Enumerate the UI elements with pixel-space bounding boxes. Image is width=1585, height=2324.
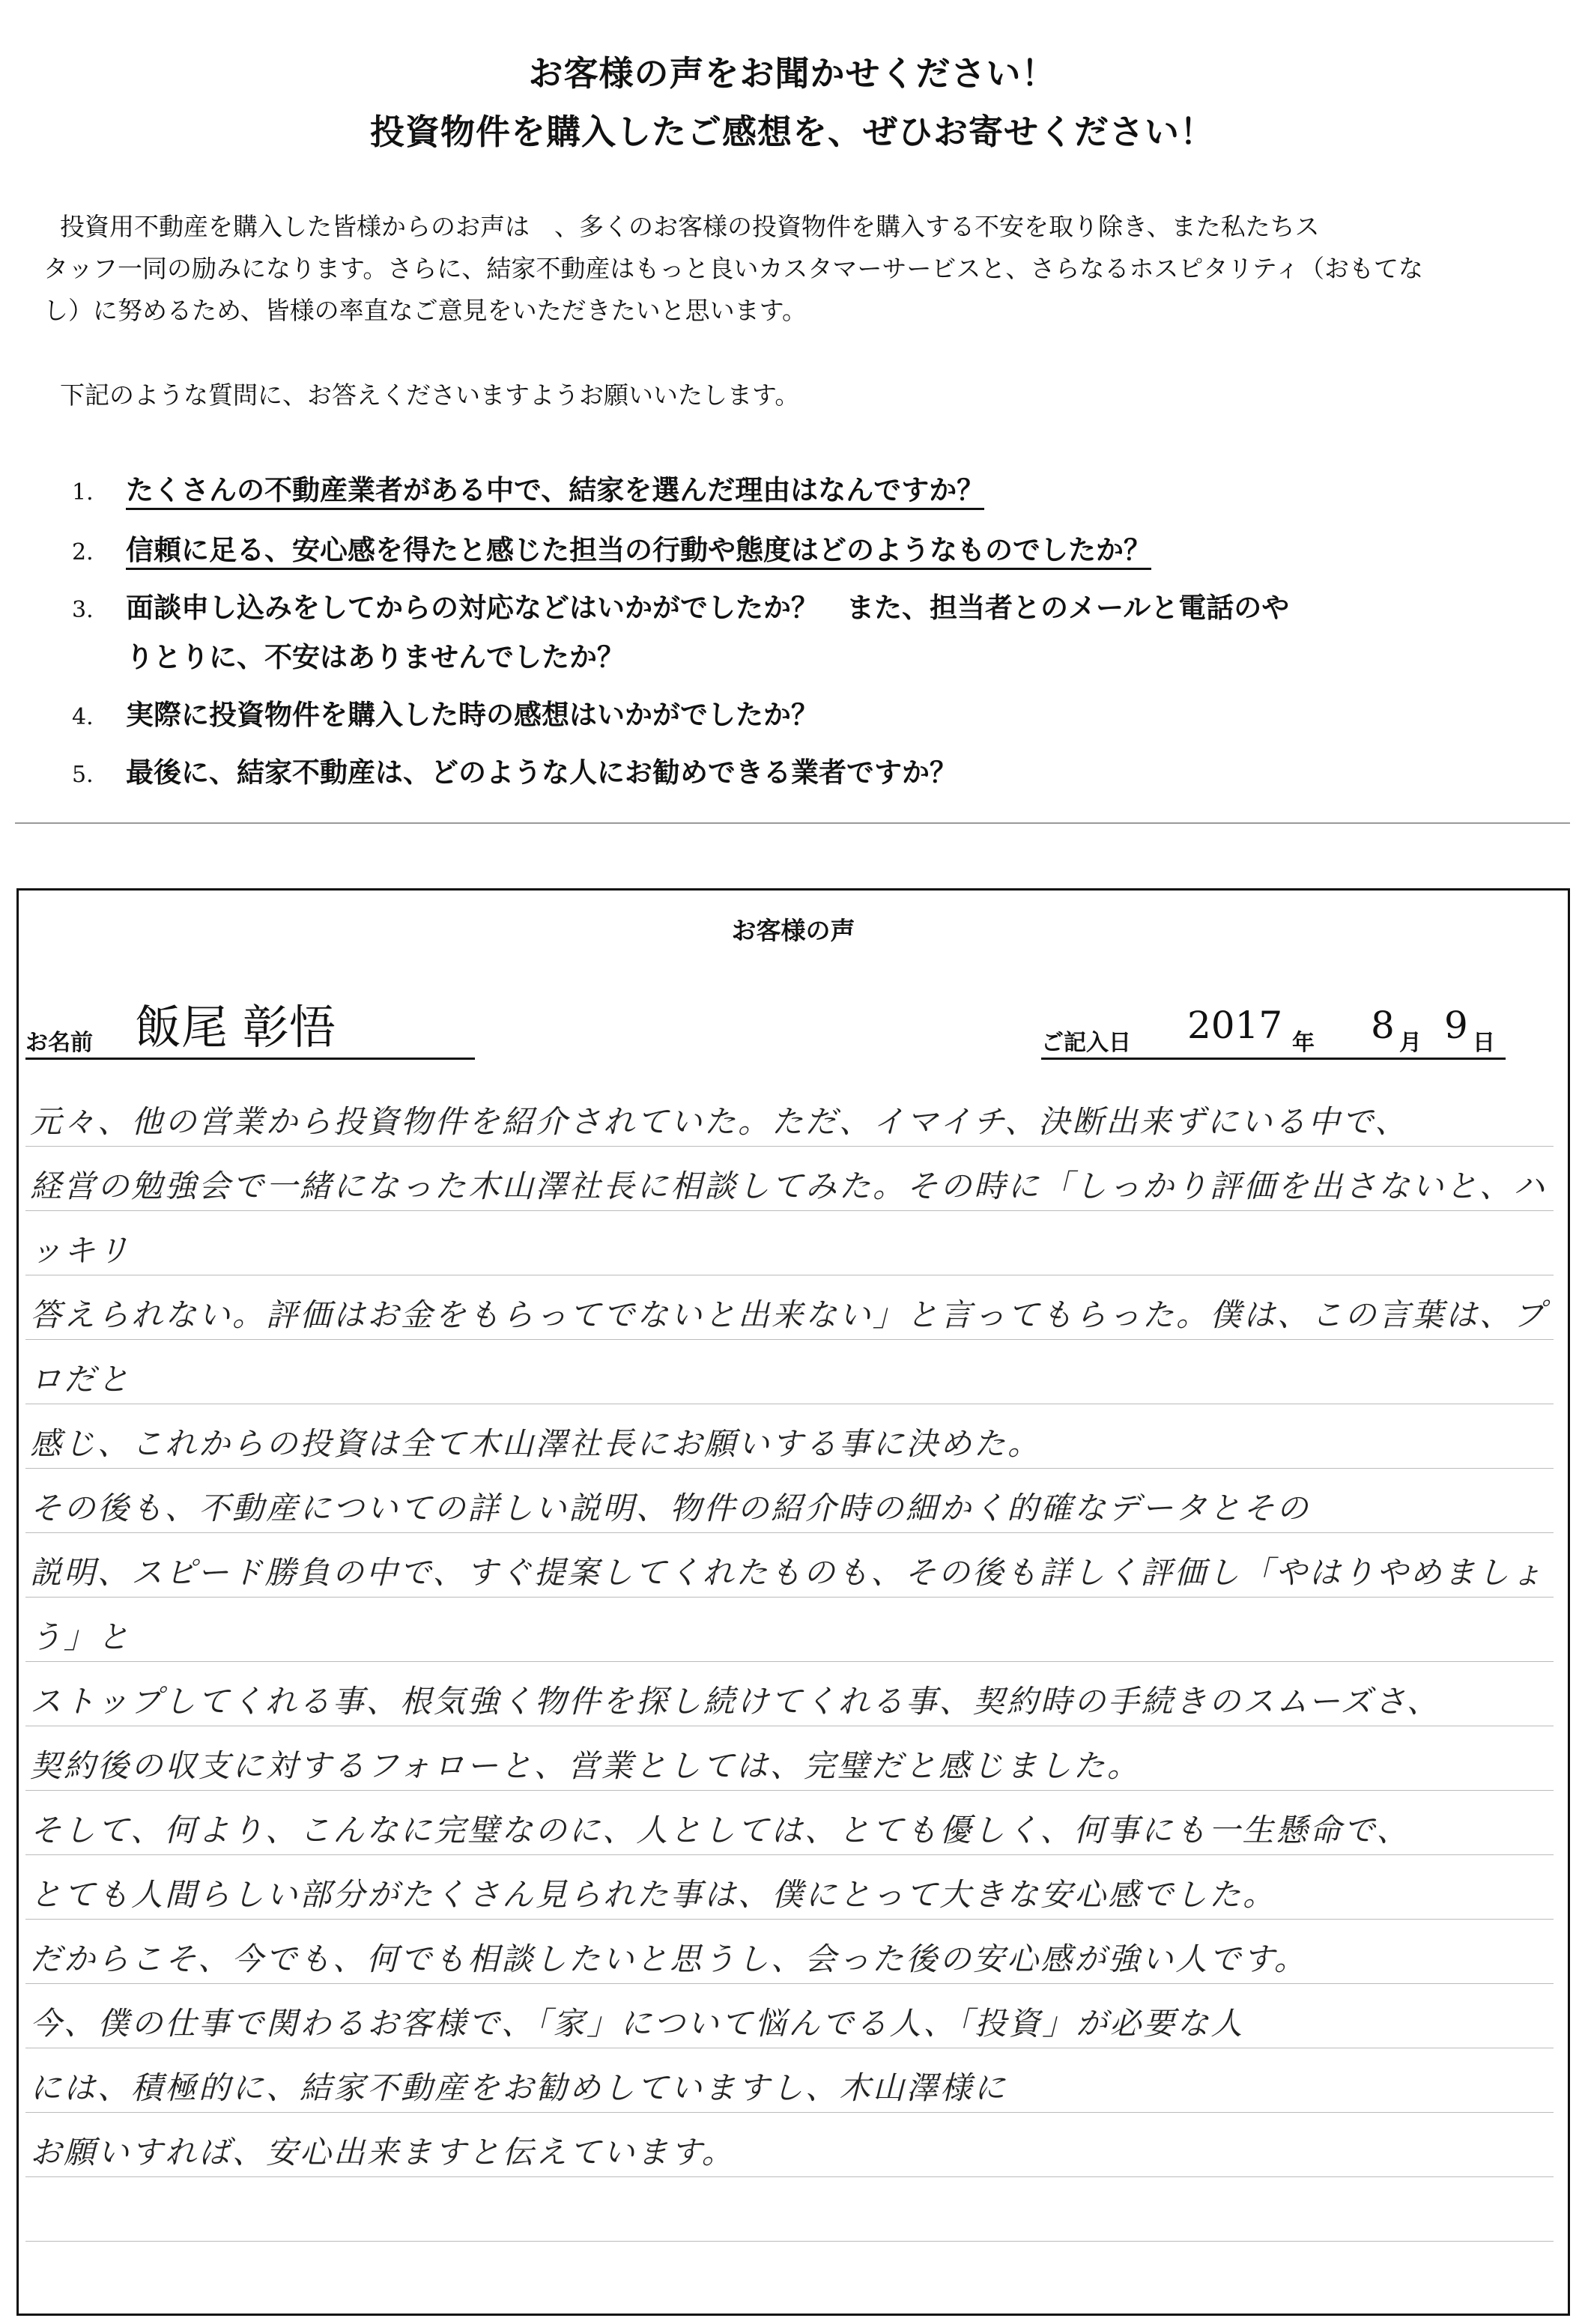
name-label: お名前 <box>25 1030 93 1056</box>
question-3-continued: りとりに、不安はありませんでしたか？ <box>126 641 625 673</box>
date-year-unit: 年 <box>1292 1030 1315 1056</box>
question-3 <box>72 586 1555 633</box>
intro-line: 投資用不動産を購入した皆様からのお声は 、多くのお客様の投資物件を購入する不安を取り除き、また私たちス <box>60 212 1320 241</box>
name-underline <box>25 1058 475 1060</box>
date-year: 2017 <box>1187 1004 1283 1047</box>
form-subtitle: 投資物件を購入したご感想を、ぜひお寄せください！ <box>370 112 1215 152</box>
date-label: ご記入日 <box>1041 1030 1131 1056</box>
intro-line: タッフ一同の励みになります。さらに、結家不動産はもっと良いカスタマーサービスと、さらなるホスピタリティ（おもてな <box>43 254 1424 283</box>
intro-request: 下記のような質問に、お答えくださいますようお願いいたします。 <box>60 380 800 410</box>
response-line: 契約後の収支に対するフォローと、営業としては、完璧だと感じました。 <box>30 1747 1141 1784</box>
response-line: 説明、スピード勝負の中で、すぐ提案してくれたものも、その後も詳しく評価し「やはりやめましょう」と <box>30 1554 1545 1655</box>
date-month-unit: 月 <box>1399 1030 1422 1056</box>
question-number: 3. <box>72 597 94 623</box>
question-text: 信頼に足る、安心感を得たと感じた担当の行動や態度はどのようなものでしたか？ <box>126 534 1151 570</box>
ruled-line <box>25 2241 1554 2242</box>
response-line: 答えられない。評価はお金をもらってでないと出来ない」と言ってもらった。僕は、この言葉は、プロだと <box>30 1296 1548 1398</box>
form-title: お客様の声をお聞かせください！ <box>528 53 1057 94</box>
intro-line: し）に努めるため、皆様の率直なご意見をいただきたいと思います。 <box>43 296 807 325</box>
handwritten-response <box>30 1090 1558 2185</box>
response-line: とても人間らしい部分がたくさん見られた事は、僕にとって大きな安心感でした。 <box>30 1876 1277 1913</box>
response-line: 今、僕の仕事で関わるお客様で、「家」について悩んでる人、「投資」が必要な人 <box>30 2005 1245 2042</box>
question-number: 2. <box>72 539 94 565</box>
question-4 <box>72 693 1555 740</box>
question-2 <box>72 528 1555 575</box>
question-number: 4. <box>72 704 94 730</box>
response-line: そして、何より、こんなに完璧なのに、人としては、とても優しく、何事にも一生懸命で、 <box>30 1812 1410 1848</box>
question-1 <box>72 468 1555 515</box>
question-text: 実際に投資物件を購入した時の感想はいかがでしたか？ <box>126 699 819 731</box>
response-line: 感じ、これからの投資は全て木山澤社長にお願いする事に決めた。 <box>30 1425 1042 1462</box>
response-line: お願いすれば、安心出来ますと伝えています。 <box>30 2134 736 2170</box>
response-line: だからこそ、今でも、何でも相談したいと思うし、会った後の安心感が強い人です。 <box>30 1941 1308 1977</box>
question-text: たくさんの不動産業者がある中で、結家を選んだ理由はなんですか？ <box>126 474 984 510</box>
date-day-unit: 日 <box>1473 1030 1495 1056</box>
question-number: 5. <box>72 762 94 788</box>
intro-text <box>43 206 1549 332</box>
question-text: 面談申し込みをしてからの対応などはいかがでしたか？ また、担当者とのメールと電話のや <box>126 592 1290 624</box>
response-line: 元々、他の営業から投資物件を紹介されていた。ただ、イマイチ、決断出来ずにいる中で、 <box>30 1103 1409 1140</box>
date-day: 9 <box>1444 1004 1468 1047</box>
name-value: 飯尾 彰悟 <box>135 1000 336 1055</box>
question-5 <box>72 750 1555 798</box>
section-divider <box>15 822 1570 824</box>
question-text: 最後に、結家不動産は、どのような人にお勧めできる業者ですか？ <box>126 756 957 789</box>
response-line: 経営の勉強会で一緒になった木山澤社長に相談してみた。その時に「しっかり評価を出さないと、ハッキリ <box>30 1168 1548 1269</box>
date-month: 8 <box>1371 1004 1395 1047</box>
date-underline <box>1041 1058 1506 1060</box>
response-line: には、積極的に、結家不動産をお勧めしていますし、木山澤様に <box>30 2069 1008 2106</box>
response-line: ストップしてくれる事、根気強く物件を探し続けてくれる事、契約時の手続きのスムーズさ、 <box>30 1683 1440 1720</box>
question-number: 1. <box>72 479 94 506</box>
response-line: その後も、不動産についての詳しい説明、物件の紹介時の細かく的確なデータとその <box>30 1490 1311 1526</box>
box-title: お客様の声 <box>731 916 855 945</box>
